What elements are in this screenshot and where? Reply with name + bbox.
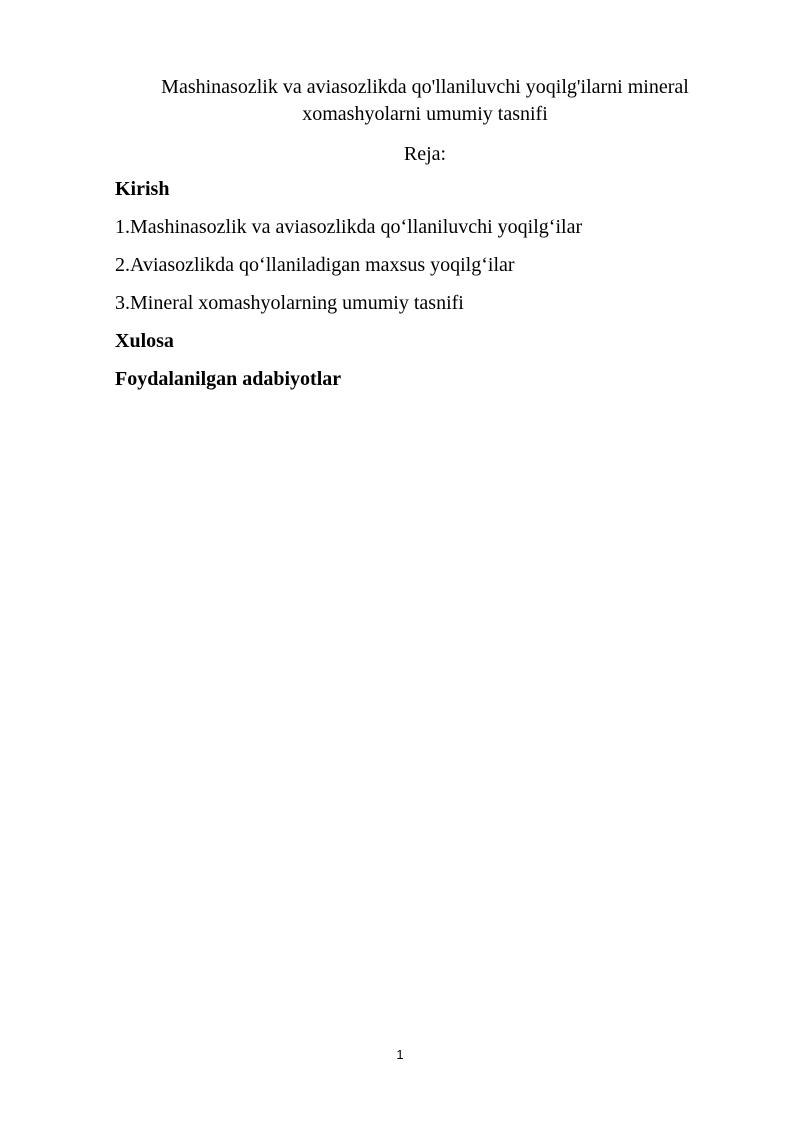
plan-item-2: 2.Aviasozlikda qo‘llaniladigan maxsus yoqilg‘ilar: [115, 254, 515, 276]
plan-item-1: 1.Mashinasozlik va aviasozlikda qo‘llaniluvchi yoqilg‘ilar: [115, 216, 583, 238]
plan-list: [115, 176, 735, 404]
page-number: 1: [396, 1047, 404, 1062]
plan-heading: Reja:: [403, 143, 447, 165]
title-line-1: Mashinasozlik va aviasozlikda qo'llaniluvchi yoqilg'ilarni mineral: [161, 76, 689, 98]
plan-item-conclusion: Xulosa: [115, 330, 174, 352]
plan-item-3: 3.Mineral xomashyolarning umumiy tasnifi: [115, 292, 464, 314]
document-title: [110, 74, 740, 128]
plan-item-introduction: Kirish: [115, 178, 170, 200]
title-line-2: xomashyolarni umumiy tasnifi: [302, 103, 548, 125]
plan-item-references: Foydalanilgan adabiyotlar: [115, 368, 342, 390]
